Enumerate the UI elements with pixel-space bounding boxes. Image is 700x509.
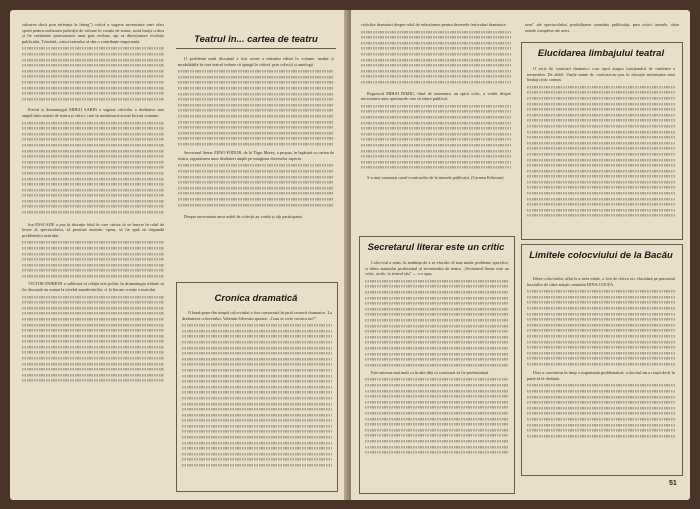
text-filler: [365, 280, 509, 370]
paragraph: O problemă mult discutată a fost aceea a teatrului editat în volume, modul și modalitățile în care teatrul trebuie să ajungă la cititori, prin colecții și antologii.: [178, 56, 334, 67]
left-column-1: [22, 22, 164, 492]
text-filler: [22, 47, 164, 107]
paragraph: Ideea colocviului, aflat la a treia ediție, a fost de cîteva ori, elucidată pe parcursul lucrărilor de către artiștii centrului DINA COCEA.: [527, 276, 675, 287]
page-number: 51: [669, 480, 677, 487]
section-title-elucidarea: Elucidarea limbajului teatral: [537, 48, 665, 59]
text-filler: [22, 122, 164, 222]
section-title-limitele-text: Limitele colocviului de la Bacău: [529, 250, 673, 261]
text-filler: [527, 86, 675, 226]
text-filler: [527, 290, 675, 370]
paragraph: Regizorul MIHAI DIMIU, fiind de asemenea, un spirit critic, a vorbit despre necesitatea unor spectacole care să educe publicul.: [361, 90, 511, 102]
left-page: [10, 10, 348, 500]
left-column-2: [178, 56, 334, 276]
paragraph: VICTOR PARHON a subliniat că relația etic-politic în dramaturgia trebuie să fie discutată nu numai la nivelul manifestărilor, ci la fiecare creație a teatrului.: [22, 281, 164, 292]
paragraph: Este necesar mai mult ca în alte dăți ca cronicarii să fie profesioniști.: [371, 369, 490, 375]
paragraph: Colocviul a atins, în tendința de a se elucida cît mai multe probleme specifice, și ideea statutului profesional al secretarului de teatru. „Secretarul literar este un critic, acolo, în teatrul său" — s-a spus.: [365, 260, 509, 277]
section-title-cronica: Cronica dramatică: [214, 293, 298, 304]
text-filler: [22, 241, 164, 281]
paragraph: O bună parte din timpul colocviului a fost consacrată în jurul cronicii dramatice. La dezbaterea colocviului, Valentin Silvestru spunea: „Cum se scrie cronica azi?": [182, 310, 332, 321]
paragraph: Despre necesitatea unor astfel de colecții au vorbit și alți participanți.: [184, 214, 303, 220]
section-rule: [176, 48, 336, 49]
text-filler: [22, 296, 164, 386]
paragraph: Deși a concentrat în timp o importantă problematică, colocviul nu a reușit decît în parte să le dezbată.: [527, 370, 675, 381]
paragraph: O serie de cronicari dramatici s-au oprit asupra funcționării de conferire a termenilor. De altfel, Vasile nume de cronicari-au pus în discuție necesitatea unui limbaj critic comun.: [527, 66, 675, 83]
right-page: [351, 10, 690, 500]
paragraph: Ion PASCADE a pus în discuție felul în care critica să se înscrie în rolul de lector al spectacolului, să prezinte autentic opera, să fie aptă să răspundă problemelor teatrului.: [22, 221, 164, 238]
right-column-1b: [365, 260, 509, 488]
text-filler: [361, 105, 511, 175]
right-column-1: [361, 22, 511, 252]
section-title-teatrul: Teatrul în... cartea de teatru: [194, 34, 318, 45]
paragraph: S-a mai comentat cazul cronicarilor de la tinerele publicații. (Carmen Kebezan): [367, 174, 504, 180]
text-filler: [182, 324, 332, 474]
paragraph: criticilor dramatici despre rolul de selecționeri pentru diversele festivaluri dramatice.: [361, 22, 507, 27]
paragraph: sens" ale spectacolului, posibilitatea orientării publicului, prin critici teatrale, către zonele complexe ale artei.: [525, 22, 679, 33]
text-filler: [178, 164, 334, 214]
section-title-secretarul: Secretarul literar este un critic: [367, 242, 505, 253]
section-title-limitele: [521, 250, 681, 261]
text-filler: [365, 378, 509, 458]
text-filler: [361, 31, 511, 91]
paragraph: Poetul și dramaturgul MIHAI SABIN a sugerat criticilor o dezbatere mai amplă între autorii de teatru și critici, care să urmărească aceste lucruri comune.: [22, 107, 164, 118]
left-column-2b: [182, 310, 332, 486]
paragraph: Secretarul literar ZENO FODOR, de la Tîrgu Mureș, a propus, în legătură cu cartea de teatru, organizarea unor dezbateri ample pe marginea diverselor aspecte.: [178, 150, 334, 161]
text-filler: [178, 70, 334, 150]
text-filler: [527, 384, 675, 444]
right-column-2: [527, 66, 675, 234]
paragraph: valoarea decit prin referința la întreg") critică a sugerat necesitatea unei oferi sporit pentru realizarea judecății de valoare în creația de teatru, actul însăși critica și fie realmente promotoarea unui gest evoluat, apt să direcționeze evoluția publicului. Totodată, critica teatrului să dea o contribuție importantă.: [22, 22, 164, 44]
right-column-2b: [527, 276, 675, 470]
